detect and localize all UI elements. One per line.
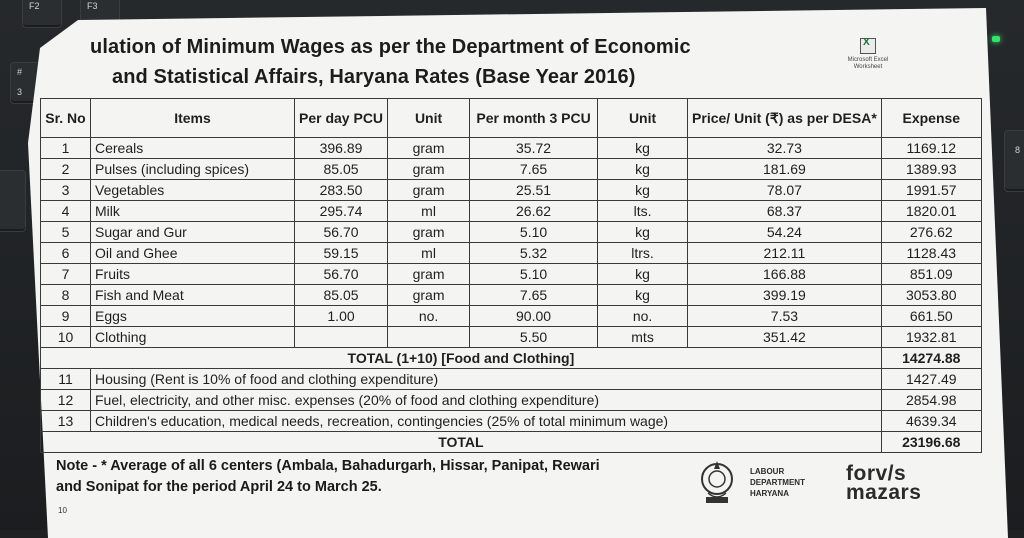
cell-unit: kg bbox=[598, 264, 688, 285]
cell-per-month: 5.10 bbox=[470, 264, 598, 285]
cell-price: 181.69 bbox=[688, 159, 882, 180]
cell-expense: 851.09 bbox=[881, 264, 981, 285]
key-3-label: 3 bbox=[17, 87, 23, 97]
cell-per-month: 5.50 bbox=[470, 327, 598, 348]
cell-item: Clothing bbox=[91, 327, 295, 348]
table-row bbox=[41, 180, 982, 201]
cell-item: Oil and Ghee bbox=[91, 243, 295, 264]
cell-per-day: 85.05 bbox=[295, 285, 388, 306]
grand-total-row bbox=[41, 432, 982, 453]
cell-price: 54.24 bbox=[688, 222, 882, 243]
cell-expense: 1128.43 bbox=[881, 243, 981, 264]
table-row bbox=[41, 327, 982, 348]
header-expense: Expense bbox=[881, 99, 981, 138]
cell-unit: kg bbox=[598, 180, 688, 201]
cell-per-day: 56.70 bbox=[295, 264, 388, 285]
cell-description: Children's education, medical needs, recreation, contingencies (25% of total minimum wage) bbox=[91, 411, 882, 432]
cell-sr: 5 bbox=[41, 222, 91, 243]
indicator-led bbox=[992, 36, 1000, 42]
cell-unit bbox=[388, 327, 470, 348]
cell-unit: kg bbox=[598, 222, 688, 243]
header-price: Price/ Unit (₹) as per DESA* bbox=[688, 99, 882, 138]
cell-price: 32.73 bbox=[688, 138, 882, 159]
department-line1: LABOUR bbox=[750, 467, 785, 476]
table-row bbox=[41, 390, 982, 411]
cell-per-day bbox=[295, 327, 388, 348]
cell-per-month: 25.51 bbox=[470, 180, 598, 201]
cell-per-day: 283.50 bbox=[295, 180, 388, 201]
cell-expense: 1169.12 bbox=[881, 138, 981, 159]
table-header-row bbox=[41, 99, 982, 138]
cell-price: 78.07 bbox=[688, 180, 882, 201]
cell-item: Fruits bbox=[91, 264, 295, 285]
cell-item: Sugar and Gur bbox=[91, 222, 295, 243]
cell-per-day: 85.05 bbox=[295, 159, 388, 180]
footnote-line1: Note - * Average of all 6 centers (Ambala, Bahadurgarh, Hissar, Panipat, Rewari bbox=[56, 458, 600, 474]
cell-expense: 1389.93 bbox=[881, 159, 981, 180]
excel-attachment-label-1: Microsoft Excel bbox=[847, 57, 889, 63]
cell-sr: 3 bbox=[41, 180, 91, 201]
cell-price: 212.11 bbox=[688, 243, 882, 264]
total-food-value: 14274.88 bbox=[881, 348, 981, 369]
cell-item: Cereals bbox=[91, 138, 295, 159]
cell-expense: 1427.49 bbox=[881, 369, 981, 390]
cell-unit: gram bbox=[388, 159, 470, 180]
logo-line2: mazars bbox=[846, 481, 922, 504]
cell-expense: 276.62 bbox=[881, 222, 981, 243]
document-title-line1: ulation of Minimum Wages as per the Department of Economic bbox=[90, 36, 691, 58]
cell-unit: gram bbox=[388, 264, 470, 285]
minimum-wage-table bbox=[40, 98, 982, 453]
table-row bbox=[41, 222, 982, 243]
cell-sr: 9 bbox=[41, 306, 91, 327]
table-row bbox=[41, 369, 982, 390]
cell-per-month: 5.32 bbox=[470, 243, 598, 264]
haryana-emblem-icon bbox=[698, 457, 736, 507]
department-line3: HARYANA bbox=[750, 489, 789, 498]
cell-expense: 1991.57 bbox=[881, 180, 981, 201]
table-row bbox=[41, 159, 982, 180]
cell-sr: 10 bbox=[41, 327, 91, 348]
header-items: Items bbox=[91, 99, 295, 138]
cell-per-month: 26.62 bbox=[470, 201, 598, 222]
cell-price: 351.42 bbox=[688, 327, 882, 348]
key-right-digit bbox=[1004, 130, 1024, 192]
header-unit: Unit bbox=[598, 99, 688, 138]
key-f3-label: F3 bbox=[87, 1, 98, 11]
footnote bbox=[56, 456, 600, 498]
cell-per-month: 35.72 bbox=[470, 138, 598, 159]
table-row bbox=[41, 264, 982, 285]
cell-unit: kg bbox=[598, 285, 688, 306]
cell-expense: 1820.01 bbox=[881, 201, 981, 222]
cell-expense: 4639.34 bbox=[881, 411, 981, 432]
key-f2-label: F2 bbox=[29, 1, 40, 11]
excel-attachment-label-2: Worksheet bbox=[853, 64, 883, 70]
cell-sr: 11 bbox=[41, 369, 91, 390]
cell-description: Housing (Rent is 10% of food and clothing expenditure) bbox=[91, 369, 882, 390]
cell-per-day: 1.00 bbox=[295, 306, 388, 327]
cell-sr: 2 bbox=[41, 159, 91, 180]
cell-expense: 2854.98 bbox=[881, 390, 981, 411]
cell-per-month: 7.65 bbox=[470, 159, 598, 180]
cell-expense: 661.50 bbox=[881, 306, 981, 327]
cell-expense: 1932.81 bbox=[881, 327, 981, 348]
total-food-row bbox=[41, 348, 982, 369]
page-number: 10 bbox=[58, 506, 67, 515]
key-right-digit-label: 8 bbox=[1015, 145, 1021, 155]
cell-unit: gram bbox=[388, 180, 470, 201]
table-row bbox=[41, 411, 982, 432]
cell-price: 399.19 bbox=[688, 285, 882, 306]
cell-unit: kg bbox=[598, 159, 688, 180]
cell-per-day: 56.70 bbox=[295, 222, 388, 243]
cell-expense: 3053.80 bbox=[881, 285, 981, 306]
header-per-day: Per day PCU bbox=[295, 99, 388, 138]
cell-item: Vegetables bbox=[91, 180, 295, 201]
excel-attachment[interactable] bbox=[838, 38, 898, 71]
cell-per-day: 396.89 bbox=[295, 138, 388, 159]
table-row bbox=[41, 306, 982, 327]
key-hash-label: # bbox=[17, 67, 23, 77]
grand-total-label: TOTAL bbox=[41, 432, 882, 453]
department-line2: DEPARTMENT bbox=[750, 478, 805, 487]
header-sr-no: Sr. No bbox=[41, 99, 91, 138]
key-f2 bbox=[22, 0, 62, 28]
cell-item: Pulses (including spices) bbox=[91, 159, 295, 180]
cell-sr: 6 bbox=[41, 243, 91, 264]
cell-unit: ml bbox=[388, 243, 470, 264]
cell-unit: ltrs. bbox=[598, 243, 688, 264]
header-unit: Unit bbox=[388, 99, 470, 138]
table-row bbox=[41, 243, 982, 264]
cell-per-day: 295.74 bbox=[295, 201, 388, 222]
excel-file-icon bbox=[860, 38, 876, 54]
cell-sr: 7 bbox=[41, 264, 91, 285]
table-row bbox=[41, 285, 982, 306]
cell-per-month: 7.65 bbox=[470, 285, 598, 306]
table-row bbox=[41, 138, 982, 159]
cell-sr: 13 bbox=[41, 411, 91, 432]
cell-per-month: 90.00 bbox=[470, 306, 598, 327]
cell-description: Fuel, electricity, and other misc. expenses (20% of food and clothing expenditure) bbox=[91, 390, 882, 411]
cell-item: Milk bbox=[91, 201, 295, 222]
department-label bbox=[750, 466, 805, 499]
forvis-mazars-logo bbox=[846, 464, 921, 502]
cell-unit: gram bbox=[388, 285, 470, 306]
cell-sr: 8 bbox=[41, 285, 91, 306]
cell-unit: kg bbox=[598, 138, 688, 159]
header-per-month: Per month 3 PCU bbox=[470, 99, 598, 138]
cell-unit: gram bbox=[388, 222, 470, 243]
cell-unit: mts bbox=[598, 327, 688, 348]
cell-unit: gram bbox=[388, 138, 470, 159]
cell-unit: no. bbox=[388, 306, 470, 327]
total-food-label: TOTAL (1+10) [Food and Clothing] bbox=[41, 348, 882, 369]
document-title-line2: and Statistical Affairs, Haryana Rates (Base Year 2016) bbox=[112, 66, 636, 88]
cell-sr: 12 bbox=[41, 390, 91, 411]
cell-price: 7.53 bbox=[688, 306, 882, 327]
cell-per-day: 59.15 bbox=[295, 243, 388, 264]
cell-unit: ml bbox=[388, 201, 470, 222]
cell-price: 68.37 bbox=[688, 201, 882, 222]
cell-unit: no. bbox=[598, 306, 688, 327]
key-left-lower bbox=[0, 170, 26, 232]
logo-line1: forv/s bbox=[846, 462, 907, 485]
grand-total-value: 23196.68 bbox=[881, 432, 981, 453]
cell-item: Fish and Meat bbox=[91, 285, 295, 306]
cell-price: 166.88 bbox=[688, 264, 882, 285]
footnote-line2: and Sonipat for the period April 24 to March 25. bbox=[56, 479, 382, 495]
table-row bbox=[41, 201, 982, 222]
cell-per-month: 5.10 bbox=[470, 222, 598, 243]
cell-sr: 4 bbox=[41, 201, 91, 222]
cell-sr: 1 bbox=[41, 138, 91, 159]
cell-unit: lts. bbox=[598, 201, 688, 222]
cell-item: Eggs bbox=[91, 306, 295, 327]
